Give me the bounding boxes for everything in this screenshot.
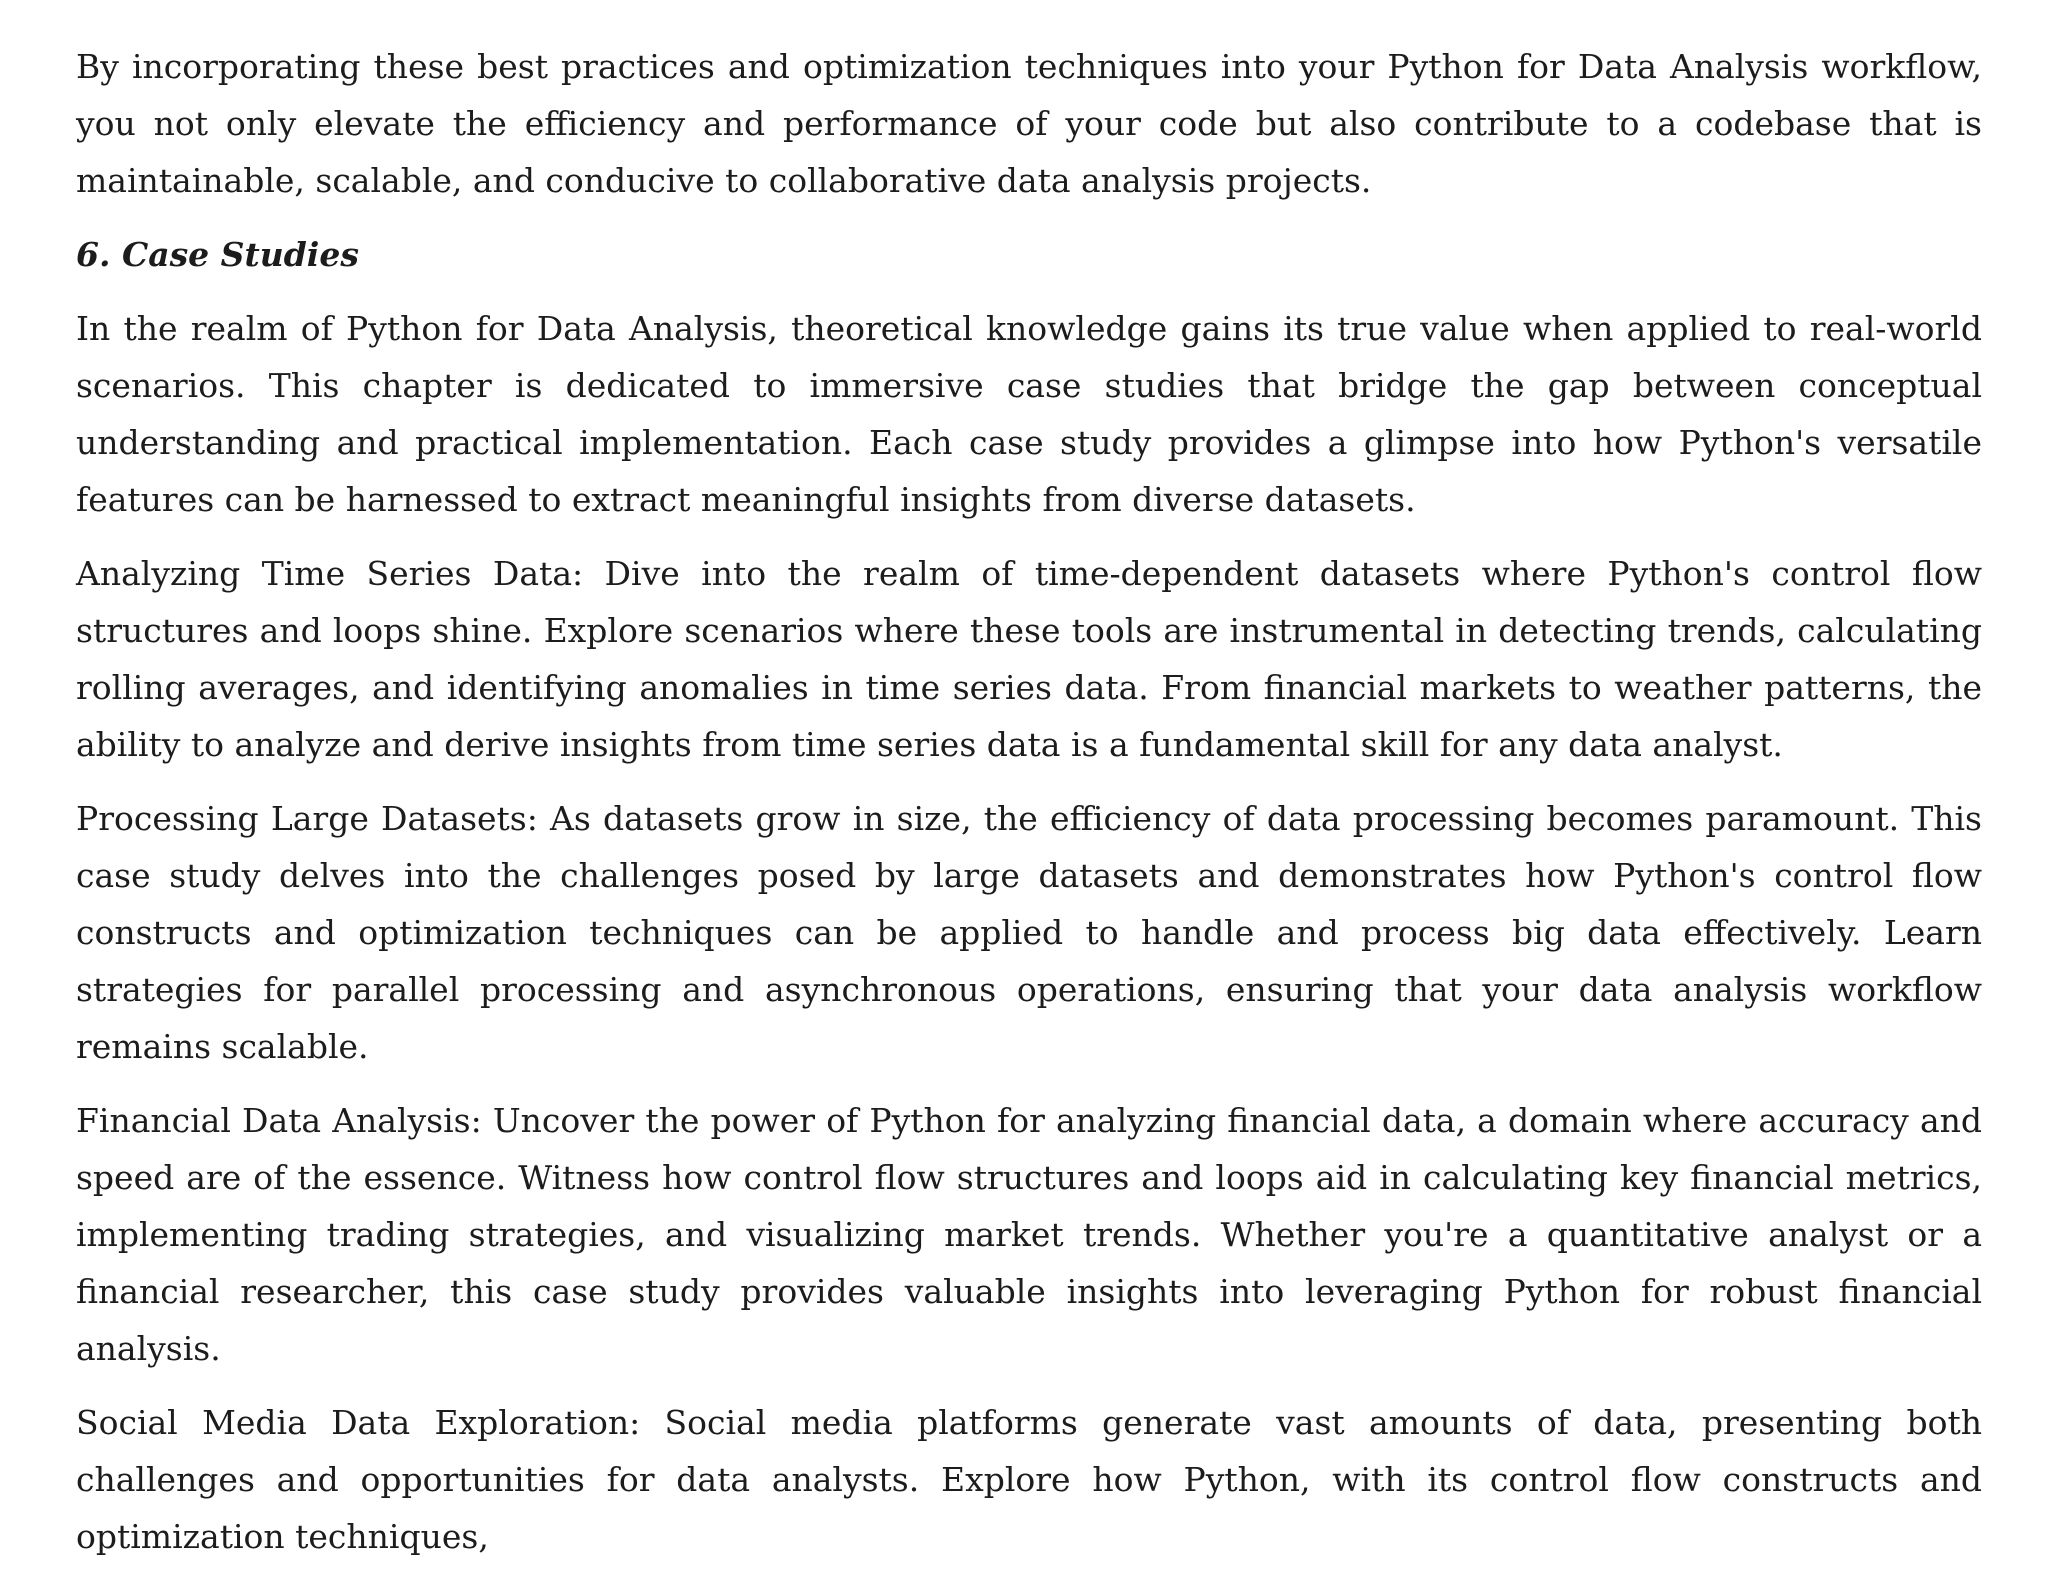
time-series-paragraph: Analyzing Time Series Data: Dive into the realm of time-dependent datasets where Python's control flow structures and loops shine. Explore scenarios where these tools are instrumental in detecting trends, calculating rolling averages, and identifying anomalies in time series data. From financial markets to weather patterns, the ability to analyze and derive insights from time series data is a fundamental skill for any data analyst. <box>76 554 1982 764</box>
section-heading: 6. Case Studies <box>76 235 359 274</box>
case-studies-intro-paragraph: In the realm of Python for Data Analysis, theoretical knowledge gains its true value when applied to real-world scenarios. This chapter is dedicated to immersive case studies that bridge the gap between conceptual understanding and practical implementation. Each case study provides a glimpse into how Python's versatile features can be harnessed to extract meaningful insights from diverse datasets. <box>76 309 1982 519</box>
intro-paragraph: By incorporating these best practices and optimization techniques into your Python for Data Analysis workflow, you not only elevate the efficiency and performance of your code but also contribute to a codebase that is maintainable, scalable, and conducive to collaborative data analysis projects. <box>76 47 1982 200</box>
document-page <box>76 38 1982 1582</box>
social-media-paragraph: Social Media Data Exploration: Social media platforms generate vast amounts of data, presenting both challenges and opportunities for data analysts. Explore how Python, with its control flow constructs and optimization techniques, <box>76 1403 1982 1556</box>
large-datasets-paragraph: Processing Large Datasets: As datasets grow in size, the efficiency of data processing becomes paramount. This case study delves into the challenges posed by large datasets and demonstrates how Python's control flow constructs and optimization techniques can be applied to handle and process big data effectively. Learn strategies for parallel processing and asynchronous operations, ensuring that your data analysis workflow remains scalable. <box>76 799 1982 1066</box>
financial-analysis-paragraph: Financial Data Analysis: Uncover the power of Python for analyzing financial data, a domain where accuracy and speed are of the essence. Witness how control flow structures and loops aid in calculating key financial metrics, implementing trading strategies, and visualizing market trends. Whether you're a quantitative analyst or a financial researcher, this case study provides valuable insights into leveraging Python for robust financial analysis. <box>76 1101 1982 1368</box>
